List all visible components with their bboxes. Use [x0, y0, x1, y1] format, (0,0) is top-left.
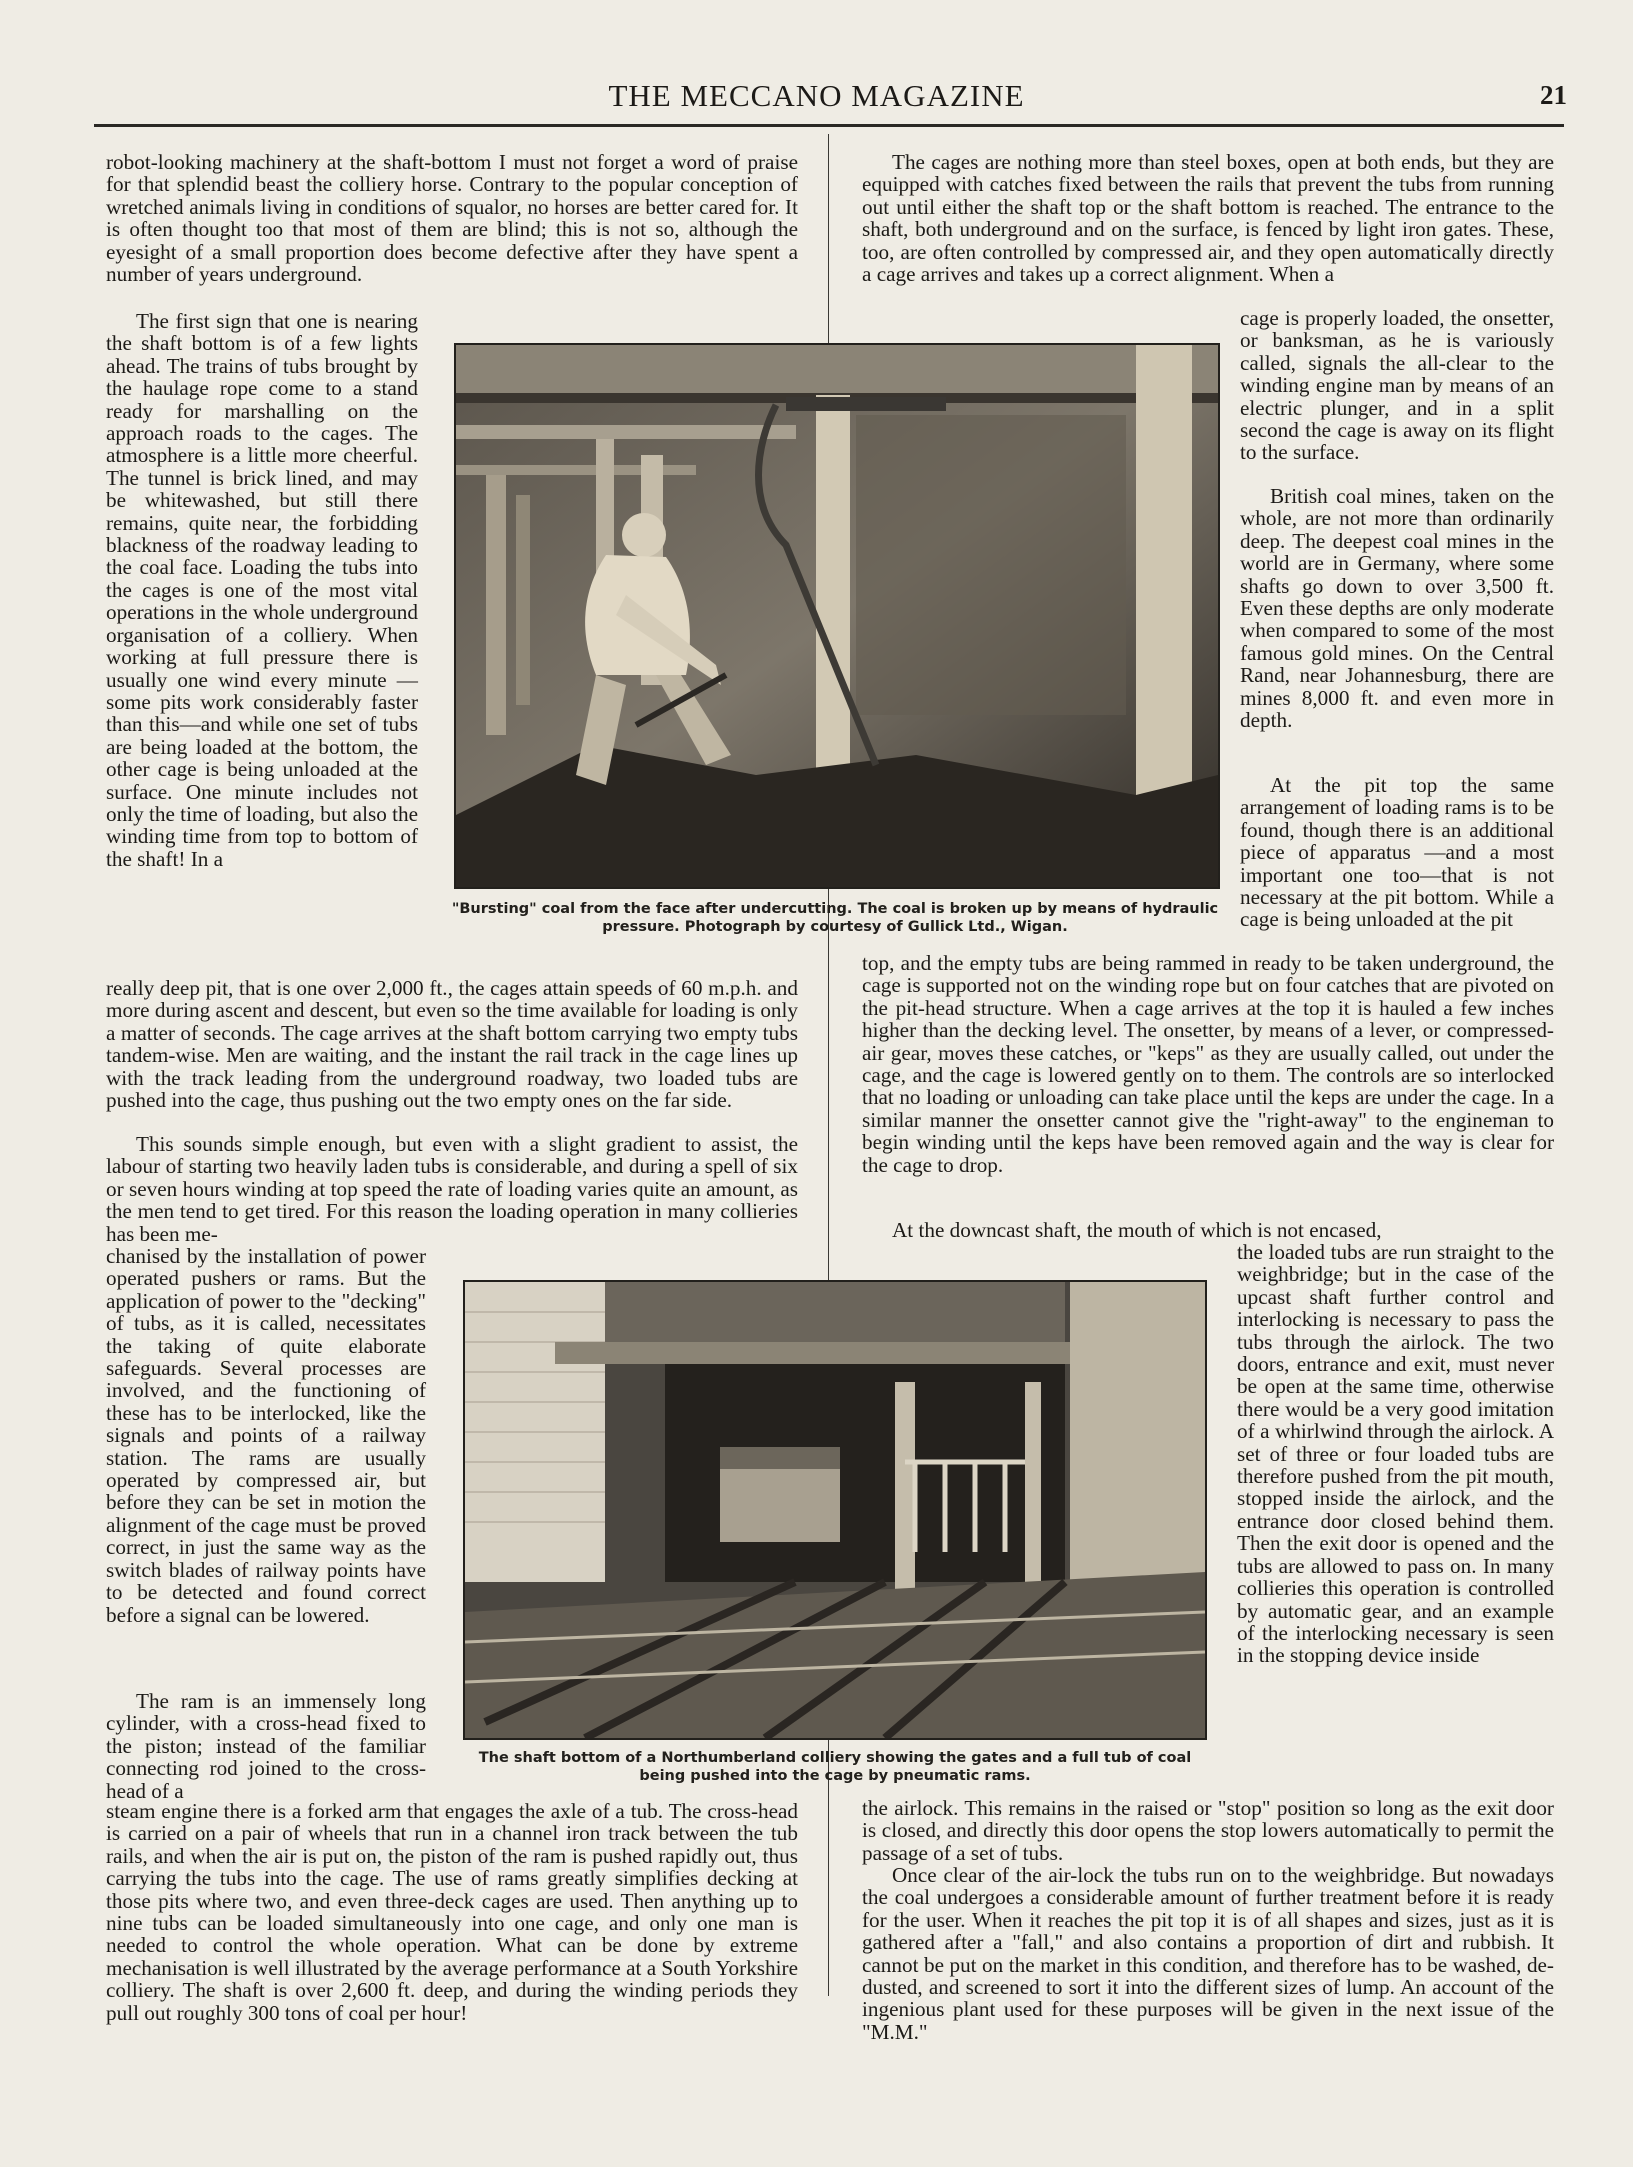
- paragraph: steam engine there is a forked arm that engages the axle of a tub. The cross-head is carried on a pair of wheels that run in a channel iron track between the tub rails, and when the air is put on, the piston of the ram is pushed rapidly out, thus carrying the tubs into the cage. The use of rams greatly simplifies decking at those pits where two, and even three-deck cages are used. Then anything up to nine tubs can be loaded simultaneously into one cage, and only one man is needed to control the whole operation. What can be done by extreme mechanisation is well illustrated by the average performance at a South Yorkshire colliery. The shaft is over 2,600 ft. deep, and during the winding periods they pull out roughly 300 tons of coal per hour!: [106, 1799, 798, 2025]
- photo-shaft-bottom: [463, 1280, 1207, 1740]
- photo-bursting-coal: [454, 343, 1220, 889]
- paragraph: the airlock. This remains in the raised or "stop" position so long as the exit door is closed, and directly this door opens the stop lowers automatically to permit the passage of a set of tubs.: [862, 1796, 1554, 1865]
- paragraph: really deep pit, that is one over 2,000 ft., the cages attain speeds of 60 m.p.h. and more during ascent and descent, but even so the time available for loading is only a matter of seconds. The cage arrives at the shaft bottom carrying two empty tubs tandem-wise. Men are waiting, and the instant the rail track in the cage lines up with the track leading from the underground roadway, two loaded tubs are pushed into the cage, thus pushing out the two empty ones on the far side.: [106, 976, 798, 1113]
- caption-line: pressure. Photograph by courtesy of Gullick Ltd., Wigan.: [602, 919, 1068, 935]
- paragraph: cage is properly loaded, the onsetter, or banksman, as he is variously called, signals the all-clear to the winding engine man by means of an electric plunger, and in a split second the cage is away on its flight to the surface.: [1240, 306, 1554, 465]
- paragraph: British coal mines, taken on the whole, are not more than ordinarily deep. The deepest coal mines in the world are in Germany, where some shafts go down to over 3,500 ft. Even these depths are only moderate when compared to some of the most famous gold mines. On the Central Rand, near Johannesburg, there are mines 8,000 ft. and even more in depth.: [1240, 484, 1554, 733]
- right-paragraph-keps: [862, 952, 1554, 1176]
- magazine-title: THE MECCANO MAGAZINE: [608, 78, 1025, 113]
- paragraph: robot-looking machinery at the shaft-bottom I must not forget a word of praise for that splendid beast the colliery horse. Contrary to the popular conception of wretched animals living in conditions of squalor, no horses are better cared for. It is often thought too that most of them are blind; this is not so, although the eyesight of a small proportion does become defective after they have spent a number of years underground.: [106, 150, 798, 287]
- right-paragraph-british-mines: [1240, 485, 1554, 731]
- left-paragraph-deep-pit: [106, 977, 798, 1111]
- right-paragraph-pit-top: [1240, 774, 1554, 931]
- paragraph: The ram is an immensely long cylinder, with a cross-head fixed to the piston; instead of the familiar connecting rod joined to the cross-head of a: [106, 1689, 426, 1803]
- paragraph: At the downcast shaft, the mouth of which is not encased,: [892, 1218, 1382, 1242]
- paragraph: chanised by the installation of power operated pushers or rams. But the application of power to the "decking" of tubs, as it is called, necessitates the taking of quite elaborate safeguards. Several processes are involved, and the functioning of these has to be interlocked, like the signals and points of a railway station. The rams are usually operated by compressed air, but before they can be set in motion the alignment of the cage must be proved correct, in just the same way as the switch blades of railway points have to be detected and found correct before a signal can be lowered.: [106, 1244, 426, 1627]
- caption-line: being pushed into the cage by pneumatic rams.: [639, 1768, 1031, 1784]
- paragraph: The first sign that one is nearing the shaft bottom is of a few lights ahead. The trains of tubs brought by the haulage rope come to a stand ready for marshalling on the approach roads to the cages. The atmosphere is a little more cheerful. The tunnel is brick lined, and may be whitewashed, but still there remains, quite near, the forbidding blackness of the roadway leading to the coal face. Loading the tubs into the cages is one of the most vital operations in the whole underground organisation of a colliery. When working at full pressure there is usually one wind every minute —some pits work considerably faster than this—and while one set of tubs are being loaded at the bottom, the other cage is being unloaded at the surface. One minute includes not only the time of loading, but also the winding time from top to bottom of the shaft! In a: [106, 309, 418, 871]
- caption-line: The shaft bottom of a Northumberland colliery showing the gates and a full tub of coal: [478, 1750, 1192, 1766]
- left-paragraph-shaft-bottom: [106, 310, 418, 870]
- page-number: 21: [1540, 80, 1567, 110]
- right-paragraph-onsetter: [1240, 307, 1554, 464]
- left-paragraph-simple: [106, 1133, 798, 1245]
- right-paragraph-weighbridge: [862, 1864, 1554, 2043]
- paragraph: The cages are nothing more than steel boxes, open at both ends, but they are equipped with catches fixed between the rails that prevent the tubs from running out until either the shaft top or the shaft bottom is reached. The entrance to the shaft, both underground and on the surface, is fenced by light iron gates. These, too, are often controlled by compressed air, and they open automatically directly a cage arrives and takes up a correct alignment. When a: [862, 150, 1554, 287]
- photo-bursting-coal-image: [456, 345, 1218, 887]
- caption-line: "Bursting" coal from the face after undercutting. The coal is broken up by means of hydraulic: [451, 901, 1219, 917]
- paragraph: Once clear of the air-lock the tubs run on to the weighbridge. But nowadays the coal undergoes a considerable amount of further treatment before it is ready for the user. When it reaches the pit top it is of all shapes and sizes, just as it is gathered after a "fall," and also contains a proportion of dirt and rubbish. It cannot be put on the market in this condition, and therefore has to be washed, de-dusted, and screened to sort it into the different sizes of lump. An account of the ingenious plant used for these purposes will be given in the next issue of the "M.M.": [862, 1863, 1554, 2044]
- left-paragraph-horse: [106, 151, 798, 285]
- paragraph: the loaded tubs are run straight to the weighbridge; but in the case of the upcast shaft further control and interlocking is necessary to pass the tubs through the airlock. The two doors, entrance and exit, must never be open at the same time, otherwise there would be a very good imitation of a whirlwind through the airlock. A set of three or four loaded tubs are therefore pushed from the pit mouth, stopped inside the airlock, and the entrance door closed behind them. Then the exit door is opened and the tubs are allowed to pass on. In many collieries this operation is controlled by automatic gear, and an example of the interlocking necessary is seen in the stopping device inside: [1237, 1240, 1554, 1668]
- paragraph: This sounds simple enough, but even with a slight gradient to assist, the labour of starting two heavily laden tubs is considerable, and during a spell of six or seven hours winding at top speed the rate of loading varies quite an amount, as the men tend to get tired. For this reason the loading operation in many collieries has been me-: [106, 1132, 798, 1246]
- left-paragraph-steam-engine: [106, 1800, 798, 2024]
- photo-bursting-caption: [440, 900, 1230, 936]
- photo-shaft-caption: [440, 1749, 1230, 1785]
- left-paragraph-ram-cylinder: [106, 1690, 426, 1802]
- right-paragraph-stop: [862, 1797, 1554, 1864]
- paragraph: top, and the empty tubs are being rammed in ready to be taken underground, the cage is supported not on the winding rope but on four catches that are pivoted on the pit-head structure. When a cage arrives at the top it is hauled a few inches higher than the decking level. The onsetter, by means of a lever, or compressed-air gear, moves these catches, or "keps" as they are usually called, out under the cage, and the cage is lowered gently on to them. The controls are so interlocked that no loading or unloading can take place until the keps are under the cage. In a similar manner the onsetter cannot give the "right-away" to the engineman to begin winding until the keps have been removed again and the way is clear for the cage to drop.: [862, 951, 1554, 1177]
- right-paragraph-cages: [862, 151, 1554, 285]
- paragraph: At the pit top the same arrangement of loading rams is to be found, though there is an additional piece of apparatus —and a most important one too—that is not necessary at the pit bottom. While a cage is being unloaded at the pit: [1240, 773, 1554, 932]
- left-paragraph-rams: [106, 1245, 426, 1626]
- header-rule: [94, 124, 1564, 127]
- right-paragraph-downcast: [862, 1219, 1554, 1241]
- right-paragraph-airlock: [1237, 1241, 1554, 1667]
- photo-shaft-bottom-image: [465, 1282, 1205, 1738]
